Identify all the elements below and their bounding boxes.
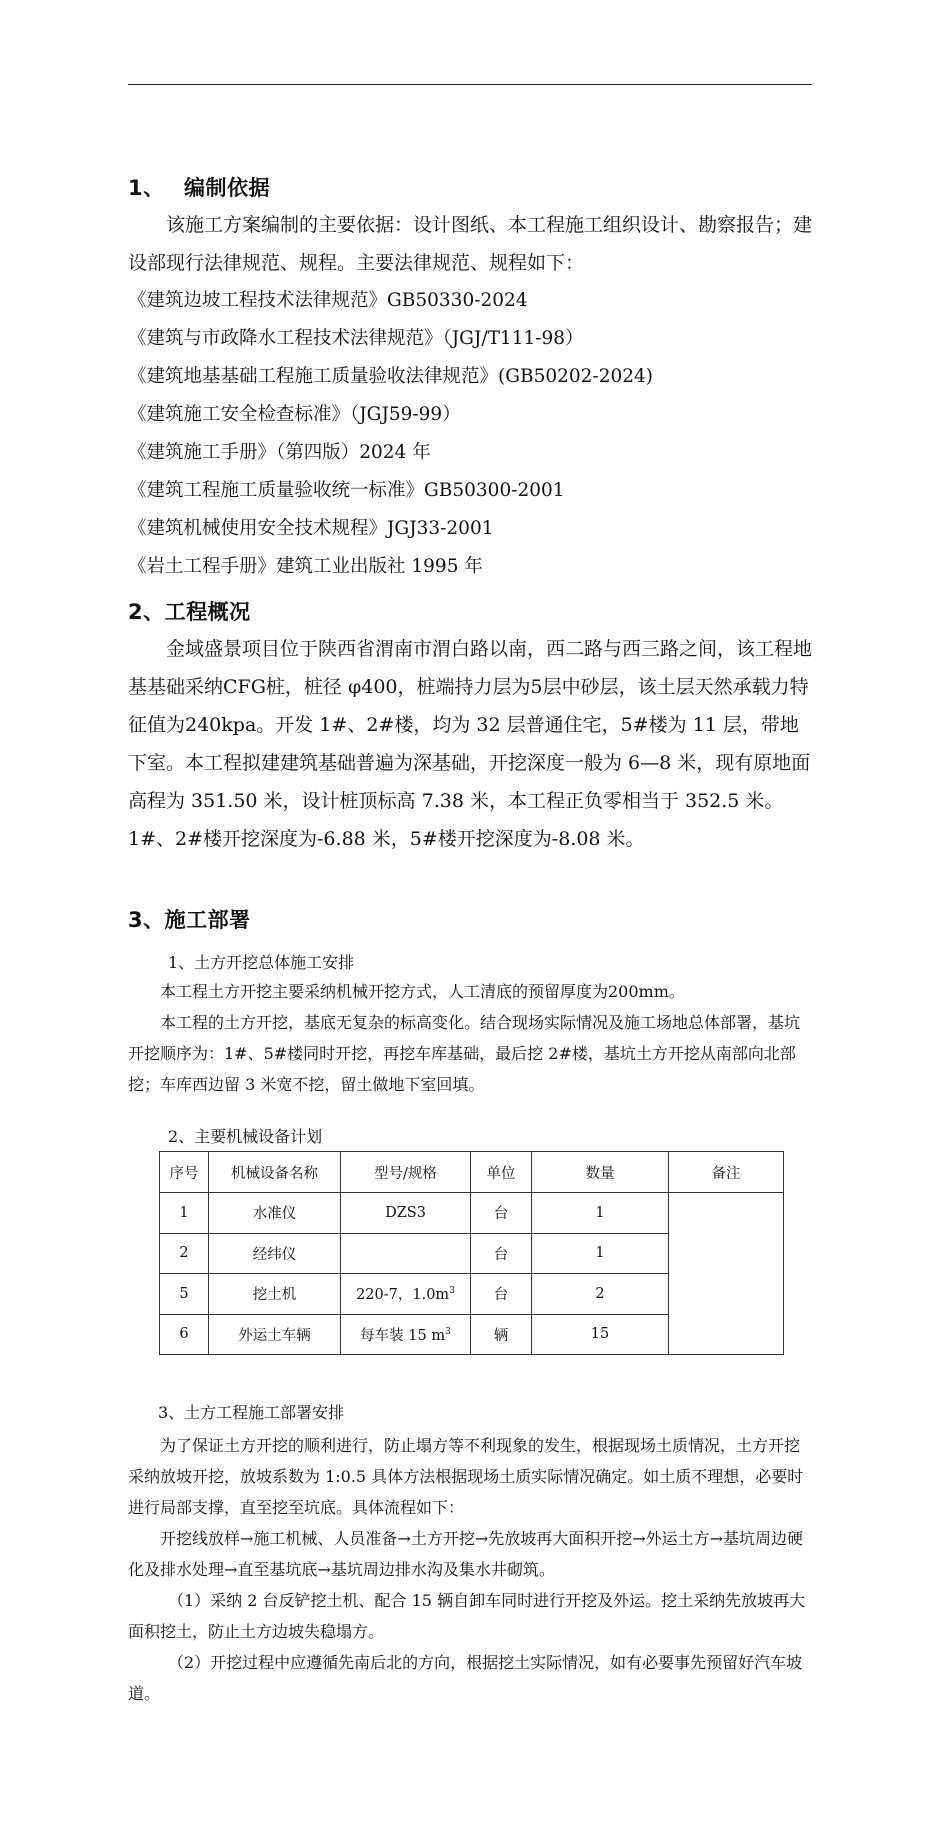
table-cell: 辆 — [471, 1314, 532, 1355]
subsection-1-title: 1、土方开挖总体施工安排 — [168, 953, 355, 972]
paragraph: （2）开挖过程中应遵循先南后北的方向，根据挖土实际情况，如有必要事先预留好汽车坡道。 — [128, 1653, 803, 1703]
table-row — [160, 1193, 784, 1234]
subsection-3-title: 3、土方工程施工部署安排 — [158, 1403, 345, 1422]
reference-item: 《建筑工程施工质量验收统一标准》GB50300-2001 — [128, 480, 565, 501]
table-cell: 水准仪 — [209, 1193, 341, 1234]
table-cell: 1 — [532, 1233, 669, 1274]
table-cell: 2 — [160, 1233, 209, 1274]
table-cell — [341, 1233, 471, 1274]
section-1-intro: 该施工方案编制的主要依据：设计图纸、本工程施工组织设计、勘察报告；建设部现行法律规范、规程。主要法律规范、规程如下： — [128, 214, 813, 274]
superscript: 3 — [445, 1326, 451, 1337]
table-cell: 台 — [471, 1233, 532, 1274]
section-3-heading: 3、施工部署 — [128, 908, 251, 932]
reference-item: 《建筑与市政降水工程技术法律规范》（JGJ/T111-98） — [128, 328, 584, 349]
table-cell: 5 — [160, 1274, 209, 1315]
paragraph: 本工程的土方开挖，基底无复杂的标高变化。结合现场实际情况及施工场地总体部署，基坑开挖顺序为：1#、5#楼同时开挖，再挖车库基础，最后挖 2#楼，基坑土方开挖从南部向北部挖；车库西边留 3 米宽不挖，留土做地下室回填。 — [128, 1013, 801, 1094]
table-cell: 经纬仪 — [209, 1233, 341, 1274]
subsection-2-title: 2、主要机械设备计划 — [168, 1127, 323, 1146]
table-cell: 1 — [160, 1193, 209, 1234]
table-cell — [341, 1314, 471, 1355]
table-header-cell: 序号 — [160, 1152, 209, 1193]
remarks-cell — [669, 1193, 784, 1355]
reference-item: 《岩土工程手册》建筑工业出版社 1995 年 — [128, 556, 483, 577]
table-cell: 2 — [532, 1274, 669, 1315]
table-cell-text: 每车装 15 m — [360, 1327, 446, 1344]
section-3-body-2 — [128, 1430, 814, 1709]
paragraph: 本工程土方开挖主要采纳机械开挖方式，人工清底的预留厚度为200mm。 — [160, 982, 685, 1001]
section-1-number: 1、 — [128, 176, 165, 200]
reference-item: 《建筑地基基础工程施工质量验收法律规范》(GB50202-2024) — [128, 366, 653, 387]
header-rule — [128, 84, 812, 85]
section-2-body: 金域盛景项目位于陕西省渭南市渭白路以南，西二路与西三路之间，该工程地基基础采纳CFG桩，桩径 φ400，桩端持力层为5层中砂层，该土层天然承载力特征值为240kpa。开发 1#、2#楼，均为 32 层普通住宅，5#楼为 11 层，带地下室。本工程拟建建筑基础普遍为深基础，开挖深度一般为 6—8 米，现有原地面高程为 351.50 米，设计桩顶标高 7.38 米，本工程正负零相当于 352.5 米。1#、2#楼开挖深度为-6.88 米，5#楼开挖深度为-8.08 米。 — [128, 638, 813, 850]
reference-item: 《建筑施工手册》（第四版）2024 年 — [128, 442, 431, 463]
table-cell: 挖土机 — [209, 1274, 341, 1315]
table-header-cell: 机械设备名称 — [209, 1152, 341, 1193]
table-header-cell: 单位 — [471, 1152, 532, 1193]
section-1-heading — [128, 172, 270, 202]
table-cell: DZS3 — [341, 1193, 471, 1234]
table-header-cell: 备注 — [669, 1152, 784, 1193]
paragraph: （1）采纳 2 台反铲挖土机、配合 15 辆自卸车同时进行开挖及外运。挖土采纳先放坡再大面积挖土，防止土方边坡失稳塌方。 — [128, 1591, 806, 1641]
equipment-table — [159, 1151, 784, 1355]
table-cell: 台 — [471, 1274, 532, 1315]
table-cell — [341, 1274, 471, 1315]
table-cell-text: 220-7，1.0m — [356, 1287, 450, 1304]
table-header-cell: 型号/规格 — [341, 1152, 471, 1193]
reference-item: 《建筑施工安全检查标准》（JGJ59-99） — [128, 404, 461, 425]
section-2-heading: 2、工程概况 — [128, 600, 251, 624]
reference-item: 《建筑边坡工程技术法律规范》GB50330-2024 — [128, 290, 528, 311]
table-cell: 15 — [532, 1314, 669, 1355]
table-cell: 台 — [471, 1193, 532, 1234]
table-cell: 6 — [160, 1314, 209, 1355]
reference-item: 《建筑机械使用安全技术规程》JGJ33-2001 — [128, 518, 494, 539]
superscript: 3 — [449, 1286, 455, 1297]
section-3-body-1 — [128, 976, 814, 1100]
table-header-row — [160, 1152, 784, 1193]
paragraph: 开挖线放样→施工机械、人员准备→土方开挖→先放坡再大面积开挖→外运土方→基坑周边硬化及排水处理→直至基坑底→基坑周边排水沟及集水井砌筑。 — [128, 1529, 804, 1579]
table-cell: 1 — [532, 1193, 669, 1234]
section-1-title: 编制依据 — [184, 176, 270, 200]
paragraph: 为了保证土方开挖的顺利进行，防止塌方等不利现象的发生，根据现场土质情况，土方开挖采纳放坡开挖，放坡系数为 1:0.5 具体方法根据现场土质实际情况确定。如土质不理想，必要时进行局部支撑，直至挖至坑底。具体流程如下： — [128, 1436, 804, 1517]
table-cell: 外运土车辆 — [209, 1314, 341, 1355]
table-header-cell: 数量 — [532, 1152, 669, 1193]
